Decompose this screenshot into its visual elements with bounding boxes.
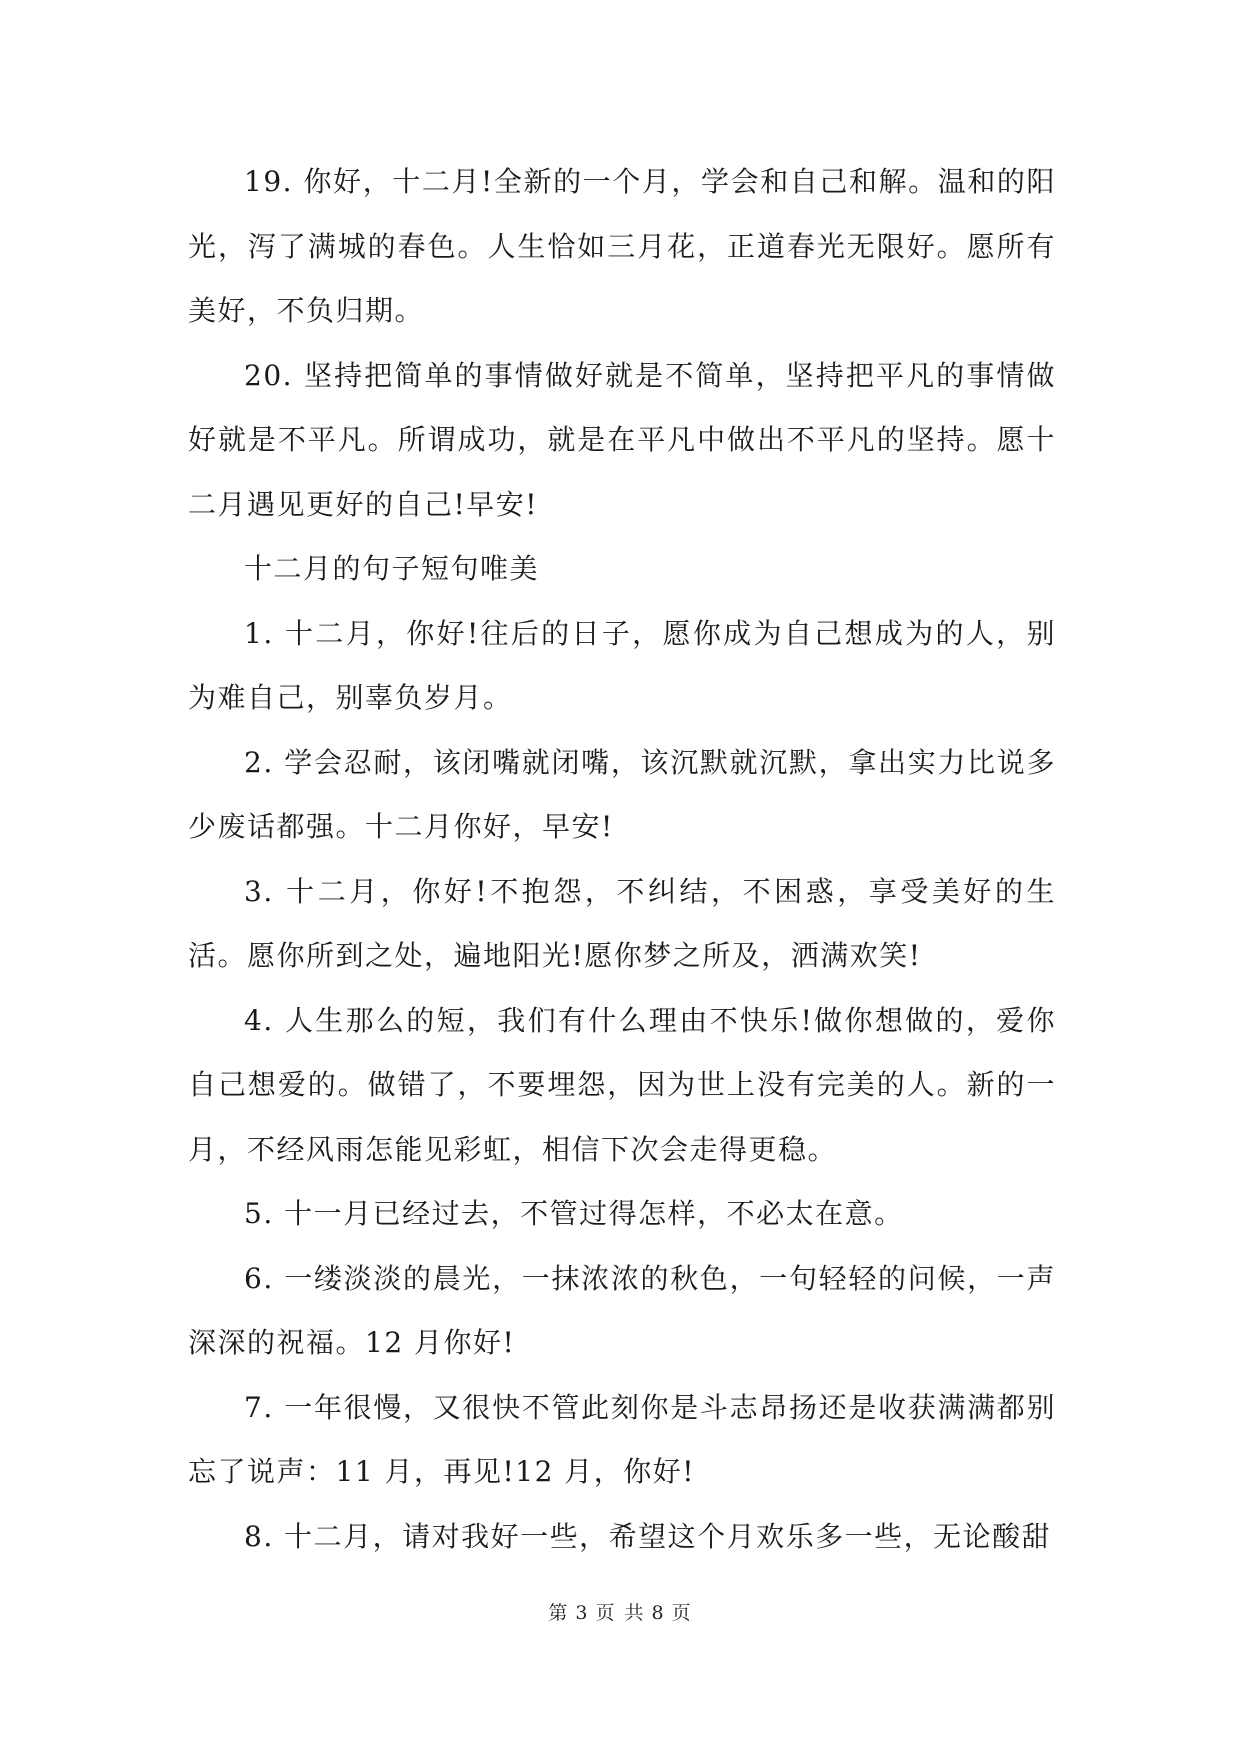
list-item-1: 1. 十二月，你好!往后的日子，愿你成为自己想成为的人，别为难自己，别辜负岁月。 [188, 616, 1056, 714]
page-footer [0, 1598, 1241, 1625]
footer-current-page: 3 [575, 1602, 590, 1624]
paragraph-20: 20. 坚持把简单的事情做好就是不简单，坚持把平凡的事情做好就是不平凡。所谓成功，就是在平凡中做出不平凡的坚持。愿十二月遇见更好的自己!早安! [188, 358, 1056, 521]
footer-total-pages: 8 [651, 1602, 666, 1624]
list-item-5: 5. 十一月已经过去，不管过得怎样，不必太在意。 [244, 1197, 904, 1230]
footer-middle: 页 共 [595, 1602, 646, 1624]
paragraph-19: 19. 你好，十二月!全新的一个月，学会和自己和解。温和的阳光，泻了满城的春色。人生恰如三月花，正道春光无限好。愿所有美好，不负归期。 [188, 165, 1056, 327]
list-item-3: 3. 十二月，你好!不抱怨，不纠结，不困惑，享受美好的生活。愿你所到之处，遍地阳光!愿你梦之所及，洒满欢笑! [188, 874, 1056, 972]
list-item-7: 7. 一年很慢，又很快不管此刻你是斗志昂扬还是收获满满都别忘了说声：11 月，再见!12 月，你好! [188, 1390, 1056, 1488]
list-item-2: 2. 学会忍耐，该闭嘴就闭嘴，该沉默就沉默，拿出实力比说多少废话都强。十二月你好，早安! [188, 745, 1056, 843]
document-body [188, 150, 1056, 1569]
section-heading: 十二月的句子短句唯美 [244, 552, 540, 585]
list-item-4: 4. 人生那么的短，我们有什么理由不快乐!做你想做的，爱你自己想爱的。做错了，不要埋怨，因为世上没有完美的人。新的一月，不经风雨怎能见彩虹，相信下次会走得更稳。 [188, 1003, 1056, 1166]
list-item-8: 8. 十二月，请对我好一些，希望这个月欢乐多一些，无论酸甜 [244, 1519, 1052, 1553]
list-item-6: 6. 一缕淡淡的晨光，一抹浓浓的秋色，一句轻轻的问候，一声深深的祝福。12 月你好! [188, 1261, 1056, 1359]
footer-prefix: 第 [548, 1602, 570, 1624]
footer-suffix: 页 [671, 1602, 693, 1624]
